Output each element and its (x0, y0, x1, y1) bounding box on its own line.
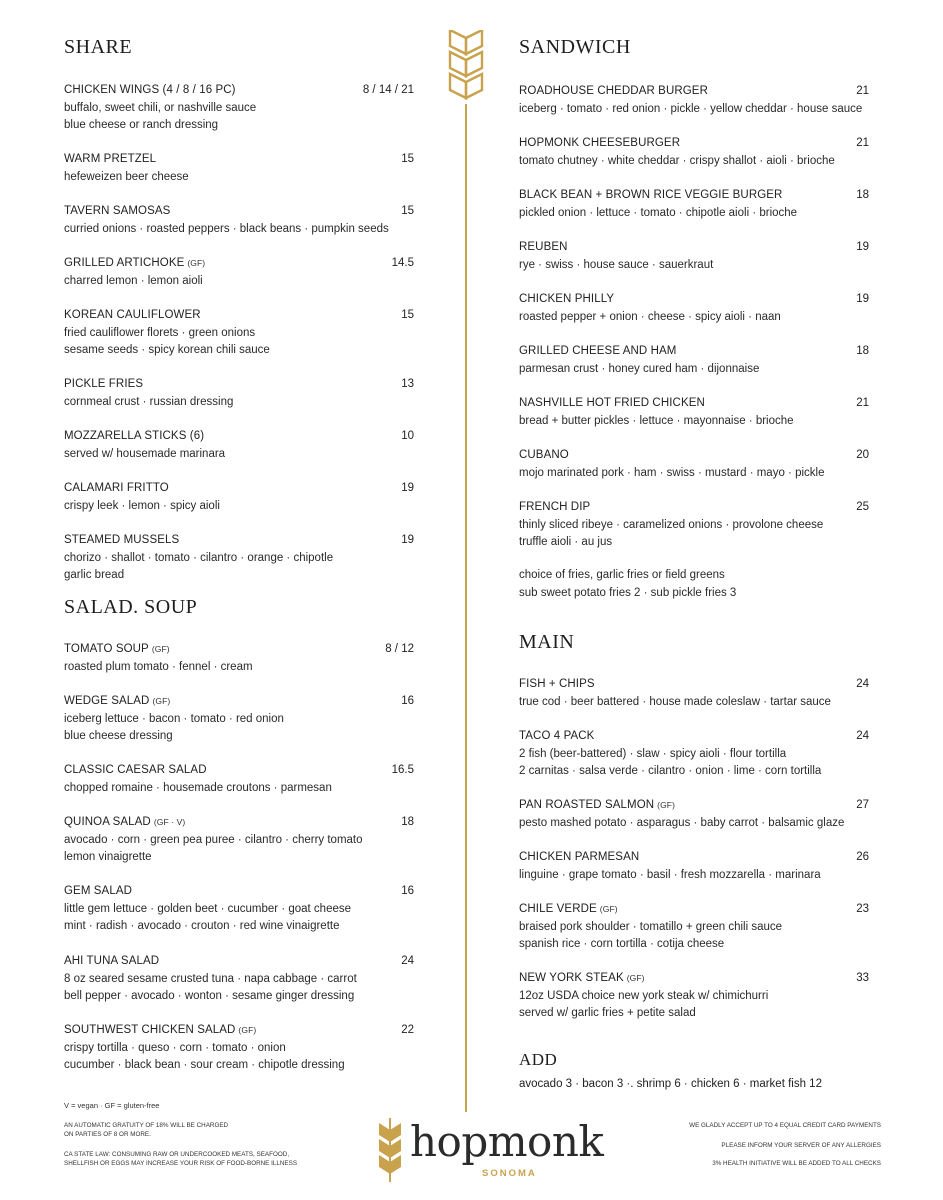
item-name-text: REUBEN (519, 241, 568, 253)
item-name (519, 135, 869, 153)
item-name-text: FISH + CHIPS (519, 678, 595, 690)
item-price: 15 (401, 205, 414, 217)
add-ons-line: avocado 3 · bacon 3 ·. shrimp 6 · chicken 6 · market fish 12 (519, 1078, 822, 1090)
gratuity-line-2: ON PARTIES OF 8 OR MORE. (64, 1131, 151, 1138)
item-name-text: TOMATO SOUP (64, 643, 149, 655)
item-price: 21 (856, 137, 869, 149)
item-description: hefeweizen beer cheese (64, 170, 189, 183)
item-name (519, 83, 869, 101)
item-price: 21 (856, 85, 869, 97)
item-description: spanish rice · corn tortilla · cotija cheese (519, 938, 725, 950)
item-name (64, 255, 414, 273)
item-name (64, 307, 414, 325)
item-name-text: GRILLED ARTICHOKE (64, 257, 185, 269)
diet-tag: (GF) (626, 973, 645, 983)
item-description: truffle aioli · au jus (519, 536, 613, 548)
item-description: bell pepper · avocado · wonton · sesame ginger dressing (64, 990, 355, 1002)
item-description: tomato chutney · white cheddar · crispy shallot · aioli · brioche (519, 154, 835, 167)
diet-tag: (GF) (238, 1025, 257, 1035)
item-name-text: CHICKEN PHILLY (519, 293, 615, 305)
item-description: garlic bread (64, 569, 125, 581)
item-description: parmesan crust · honey cured ham · dijonnaise (519, 362, 760, 375)
item-price: 16.5 (391, 764, 414, 776)
menu-item (519, 239, 869, 274)
item-description: thinly sliced ribeye · caramelized onions · provolone cheese (519, 518, 824, 531)
item-price: 13 (401, 378, 414, 390)
item-name-text: BLACK BEAN + BROWN RICE VEGGIE BURGER (519, 189, 783, 201)
item-name-text: AHI TUNA SALAD (64, 955, 160, 967)
menu-item (519, 970, 869, 1023)
item-name (519, 187, 869, 205)
menu-item (519, 343, 869, 378)
item-name (64, 480, 414, 498)
menu-item (64, 255, 414, 290)
item-name (519, 447, 869, 465)
item-description: crispy leek · lemon · spicy aioli (64, 499, 220, 512)
item-name-text: QUINOA SALAD (64, 816, 151, 828)
menu-item (519, 395, 869, 430)
item-name-text: STEAMED MUSSELS (64, 534, 180, 546)
item-description: pickled onion · lettuce · tomato · chipotle aioli · brioche (519, 206, 798, 219)
menu-item (64, 1022, 414, 1075)
item-name-text: NEW YORK STEAK (519, 972, 624, 984)
item-description: 2 fish (beer-battered) · slaw · spicy aioli · flour tortilla (519, 747, 787, 760)
item-name-text: CHICKEN WINGS (4 / 8 / 16 PC) (64, 84, 236, 96)
menu-item (519, 499, 869, 552)
item-price: 24 (856, 678, 869, 690)
item-price: 24 (856, 730, 869, 742)
item-name-text: TAVERN SAMOSAS (64, 205, 171, 217)
item-name-text: NASHVILLE HOT FRIED CHICKEN (519, 397, 705, 409)
diet-tag: (GF) (599, 904, 618, 914)
menu-item (519, 135, 869, 170)
item-description: cornmeal crust · russian dressing (64, 395, 234, 408)
item-name (64, 641, 414, 659)
item-name (519, 343, 869, 361)
item-name (519, 676, 869, 694)
item-name-text: KOREAN CAULIFLOWER (64, 309, 201, 321)
item-name (519, 901, 869, 919)
item-name (519, 239, 869, 257)
item-name (64, 376, 414, 394)
item-price: 15 (401, 309, 414, 321)
item-price: 26 (856, 851, 869, 863)
item-description: served w/ garlic fries + petite salad (519, 1007, 696, 1019)
item-price: 25 (856, 501, 869, 513)
item-name-text: PAN ROASTED SALMON (519, 799, 655, 811)
item-name-text: SOUTHWEST CHICKEN SALAD (64, 1024, 236, 1036)
item-description: 12oz USDA choice new york steak w/ chimichurri (519, 989, 769, 1002)
item-name (519, 395, 869, 413)
ca-law-line-2: SHELLFISH OR EGGS MAY INCREASE YOUR RISK OF FOOD-BORNE ILLNESS (64, 1160, 298, 1167)
brand-location: SONOMA (482, 1168, 537, 1179)
item-name (64, 82, 414, 100)
diet-tag: (GF) (152, 696, 171, 706)
menu-item (64, 151, 414, 186)
item-description: sesame seeds · spicy korean chili sauce (64, 344, 270, 356)
item-price: 33 (856, 972, 869, 984)
item-description: little gem lettuce · golden beet · cucumber · goat cheese (64, 902, 352, 915)
menu-item (64, 883, 414, 936)
item-description: bread + butter pickles · lettuce · mayonnaise · brioche (519, 414, 794, 427)
item-price: 8 / 12 (385, 643, 414, 655)
menu-item (519, 849, 869, 884)
share-title: SHARE (64, 36, 133, 58)
item-name (64, 693, 414, 711)
item-description: served w/ housemade marinara (64, 447, 226, 460)
item-description: mint · radish · avocado · crouton · red wine vinaigrette (64, 920, 340, 932)
item-name-text: GRILLED CHEESE AND HAM (519, 345, 677, 357)
item-description: true cod · beer battered · house made coleslaw · tartar sauce (519, 695, 831, 708)
menu-item (64, 953, 414, 1006)
item-name-text: WARM PRETZEL (64, 153, 157, 165)
item-description: rye · swiss · house sauce · sauerkraut (519, 258, 714, 271)
item-name-text: CLASSIC CAESAR SALAD (64, 764, 207, 776)
menu-item (64, 762, 414, 797)
item-description: braised pork shoulder · tomatillo + green chili sauce (519, 920, 783, 933)
item-name (519, 499, 869, 517)
item-description: roasted pepper + onion · cheese · spicy aioli · naan (519, 310, 781, 323)
health-initiative-note: 3% HEALTH INITIATIVE WILL BE ADDED TO ALL CHECKS (712, 1160, 881, 1167)
item-price: 27 (856, 799, 869, 811)
item-price: 20 (856, 449, 869, 461)
ca-law-line-1: CA STATE LAW: CONSUMING RAW OR UNDERCOOKED MEATS, SEAFOOD, (64, 1151, 290, 1158)
item-name-text: MOZZARELLA STICKS (6) (64, 430, 205, 442)
item-name (64, 532, 414, 550)
menu-item (64, 428, 414, 463)
item-price: 16 (401, 695, 414, 707)
item-description: chopped romaine · housemade croutons · parmesan (64, 781, 332, 794)
item-name-text: CALAMARI FRITTO (64, 482, 169, 494)
menu-item (519, 291, 869, 326)
item-name-text: CUBANO (519, 449, 569, 461)
sandwich-side-note-1: choice of fries, garlic fries or field greens (519, 569, 725, 581)
item-name (519, 728, 869, 746)
item-price: 19 (401, 482, 414, 494)
item-price: 16 (401, 885, 414, 897)
menu-item (64, 693, 414, 746)
menu-item (64, 307, 414, 360)
item-description: crispy tortilla · queso · corn · tomato · onion (64, 1041, 286, 1054)
menu-item (64, 532, 414, 585)
item-description: 8 oz seared sesame crusted tuna · napa cabbage · carrot (64, 972, 357, 985)
item-name (64, 151, 414, 169)
menu-item (519, 728, 869, 781)
menu-item (64, 641, 414, 676)
item-name-text: TACO 4 PACK (519, 730, 595, 742)
menu-item (519, 676, 869, 711)
item-price: 10 (401, 430, 414, 442)
item-description: 2 carnitas · salsa verde · cilantro · onion · lime · corn tortilla (519, 765, 822, 777)
menu-item (64, 82, 414, 135)
item-description: fried cauliflower florets · green onions (64, 326, 256, 339)
item-description: mojo marinated pork · ham · swiss · mustard · mayo · pickle (519, 466, 825, 479)
item-name-text: WEDGE SALAD (64, 695, 150, 707)
item-price: 18 (401, 816, 414, 828)
diet-tag: (GF) (657, 800, 676, 810)
item-description: iceberg lettuce · bacon · tomato · red onion (64, 712, 284, 725)
item-price: 14.5 (391, 257, 414, 269)
menu-item (519, 83, 869, 118)
item-name-text: GEM SALAD (64, 885, 133, 897)
item-description: blue cheese or ranch dressing (64, 119, 219, 131)
item-description: charred lemon · lemon aioli (64, 274, 203, 287)
diet-tag: (GF) (187, 258, 206, 268)
item-name (64, 762, 414, 780)
item-name-text: FRENCH DIP (519, 501, 591, 513)
item-description: pesto mashed potato · asparagus · baby carrot · balsamic glaze (519, 816, 845, 829)
menu-item (64, 203, 414, 238)
salad-soup-title: SALAD. SOUP (64, 596, 198, 618)
wheat-logo-icon (375, 1118, 405, 1182)
item-name-text: HOPMONK CHEESEBURGER (519, 137, 681, 149)
hopmonk-logo (375, 1116, 604, 1186)
item-name-text: CHILE VERDE (519, 903, 597, 915)
item-price: 19 (856, 293, 869, 305)
sandwich-side-note-2: sub sweet potato fries 2 · sub pickle fries 3 (519, 586, 737, 599)
item-price: 24 (401, 955, 414, 967)
menu-item (64, 480, 414, 515)
menu-item (64, 376, 414, 411)
item-description: roasted plum tomato · fennel · cream (64, 660, 253, 673)
diet-legend: V = vegan · GF = gluten-free (64, 1101, 160, 1110)
item-name (64, 814, 414, 832)
item-description: cucumber · black bean · sour cream · chipotle dressing (64, 1059, 345, 1071)
item-name-text: ROADHOUSE CHEDDAR BURGER (519, 85, 708, 97)
item-name (64, 1022, 414, 1040)
item-price: 22 (401, 1024, 414, 1036)
gratuity-line-1: AN AUTOMATIC GRATUITY OF 18% WILL BE CHARGED (64, 1122, 229, 1129)
item-price: 19 (401, 534, 414, 546)
item-name (519, 849, 869, 867)
center-divider (465, 104, 467, 1112)
item-name (519, 970, 869, 988)
item-name (64, 883, 414, 901)
item-description: curried onions · roasted peppers · black beans · pumpkin seeds (64, 222, 389, 235)
item-name (64, 428, 414, 446)
item-name-text: PICKLE FRIES (64, 378, 144, 390)
payments-note: WE GLADLY ACCEPT UP TO 4 EQUAL CREDIT CARD PAYMENTS (689, 1122, 881, 1129)
item-price: 23 (856, 903, 869, 915)
item-price: 21 (856, 397, 869, 409)
item-price: 15 (401, 153, 414, 165)
item-name (519, 797, 869, 815)
item-price: 18 (856, 189, 869, 201)
wheat-emblem-icon (445, 30, 487, 110)
main-title: MAIN (519, 631, 575, 653)
item-name-text: CHICKEN PARMESAN (519, 851, 640, 863)
item-description: chorizo · shallot · tomato · cilantro · orange · chipotle (64, 551, 334, 564)
menu-item (519, 447, 869, 482)
sandwich-title: SANDWICH (519, 36, 631, 58)
item-description: avocado · corn · green pea puree · cilantro · cherry tomato (64, 833, 363, 846)
menu-item (64, 814, 414, 867)
item-price: 8 / 14 / 21 (362, 84, 414, 96)
item-name (64, 953, 414, 971)
menu-item (519, 901, 869, 954)
brand-name: hopmonk (410, 1117, 604, 1166)
item-name (64, 203, 414, 221)
item-name (519, 291, 869, 309)
menu-item (519, 187, 869, 222)
item-description: blue cheese dressing (64, 730, 173, 742)
menu-item (519, 797, 869, 832)
diet-tag: (GF · V) (153, 817, 186, 827)
item-description: buffalo, sweet chili, or nashville sauce (64, 101, 257, 114)
item-price: 19 (856, 241, 869, 253)
item-description: linguine · grape tomato · basil · fresh mozzarella · marinara (519, 868, 821, 881)
item-description: lemon vinaigrette (64, 851, 152, 863)
allergies-note: PLEASE INFORM YOUR SERVER OF ANY ALLERGIES (721, 1142, 881, 1149)
diet-tag: (GF) (151, 644, 170, 654)
item-price: 18 (856, 345, 869, 357)
item-description: iceberg · tomato · red onion · pickle · yellow cheddar · house sauce (519, 102, 863, 115)
add-title: ADD (519, 1050, 558, 1069)
